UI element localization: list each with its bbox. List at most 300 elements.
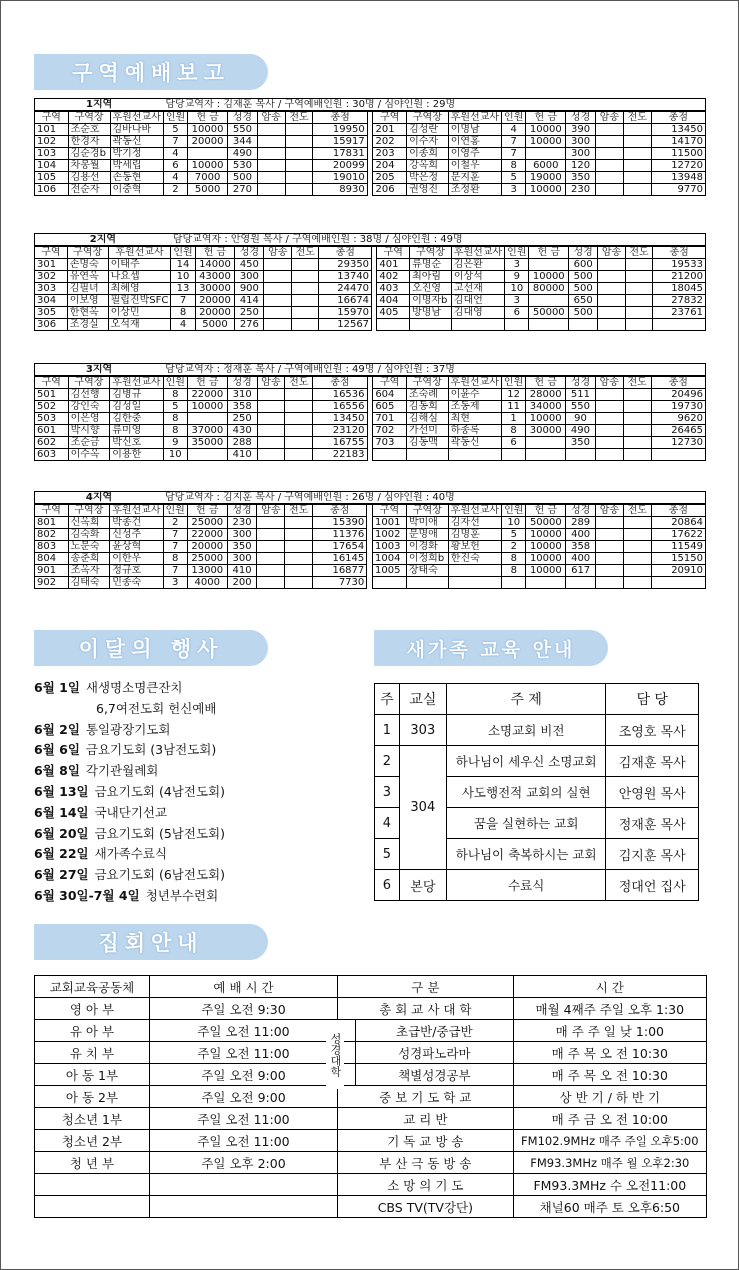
table-cell: 7 xyxy=(171,295,195,307)
table-cell: 500 xyxy=(569,271,598,283)
table-cell xyxy=(285,517,313,529)
table-cell: 11376 xyxy=(313,529,367,541)
table-cell: 12720 xyxy=(651,160,705,172)
table-cell: 500 xyxy=(569,307,598,319)
table-cell: 120 xyxy=(566,160,596,172)
table-cell: 43000 xyxy=(195,271,235,283)
meeting-when: 상 반 기 / 하 반 기 xyxy=(513,1086,706,1108)
table-cell: 410 xyxy=(227,565,257,577)
district-name: 2지역 xyxy=(35,234,171,247)
edu-no: 2 xyxy=(375,746,400,777)
meeting-category: 성경파노라마 xyxy=(398,1045,471,1061)
table-cell xyxy=(285,529,313,541)
table-cell xyxy=(257,425,285,437)
table-cell xyxy=(257,413,285,425)
table-cell xyxy=(285,136,313,148)
table-cell: 28000 xyxy=(526,389,566,401)
edu-header: 주 제 xyxy=(446,684,605,715)
edu-no: 6 xyxy=(375,870,400,901)
table-cell: 21200 xyxy=(653,271,706,283)
table-row xyxy=(35,413,706,425)
event-date: 6월 20일 xyxy=(34,825,89,841)
table-cell: 7 xyxy=(163,136,187,148)
table-cell: 김명훈 xyxy=(448,529,501,541)
column-header: 후원선교사 xyxy=(110,376,163,389)
table-cell: 26465 xyxy=(651,425,705,437)
table-cell: 하종록 xyxy=(448,425,501,437)
table-cell: 902 xyxy=(35,577,69,589)
table-cell: 이용한 xyxy=(110,449,163,461)
table-row xyxy=(35,295,706,307)
table-cell xyxy=(285,553,313,565)
table-cell: 18045 xyxy=(653,283,706,295)
table-cell: 90 xyxy=(566,413,596,425)
table-cell xyxy=(623,425,651,437)
table-cell xyxy=(285,425,313,437)
table-cell xyxy=(448,565,501,577)
table-row xyxy=(35,259,706,271)
meeting-dept: 영 아 부 xyxy=(35,998,150,1020)
table-cell xyxy=(187,413,227,425)
table-cell: 4 xyxy=(171,319,195,331)
table-cell: 490 xyxy=(566,425,596,437)
column-header: 헌 금 xyxy=(526,111,566,124)
table-cell: 9 xyxy=(505,271,529,283)
column-header: 전도 xyxy=(285,111,313,124)
table-cell xyxy=(625,295,653,307)
table-cell: 한경자 xyxy=(68,136,110,148)
table-cell: 23120 xyxy=(313,425,367,437)
table-cell: 701 xyxy=(373,413,407,425)
table-cell xyxy=(257,148,285,160)
table-cell: 이종희 xyxy=(407,148,449,160)
table-cell: 358 xyxy=(566,541,596,553)
table-cell: 30000 xyxy=(195,283,235,295)
table-cell: 15970 xyxy=(319,307,372,319)
meeting-time: 주일 오전 9:30 xyxy=(149,998,337,1020)
meeting-category: 총 회 교 사 대 학 xyxy=(338,998,514,1020)
event-text: 6,7여전도회 헌신예배 xyxy=(96,700,217,716)
table-cell xyxy=(291,271,319,283)
meeting-row xyxy=(35,1196,707,1218)
table-row xyxy=(35,136,706,148)
table-cell: 20496 xyxy=(651,389,705,401)
table-cell xyxy=(623,413,651,425)
table-cell xyxy=(596,565,624,577)
table-cell: 조순금 xyxy=(68,437,110,449)
table-cell: 이경화 xyxy=(406,541,448,553)
table-cell: 4 xyxy=(163,148,187,160)
event-text: 통일광장기도회 xyxy=(85,721,171,737)
table-cell xyxy=(264,271,292,283)
table-row xyxy=(35,437,706,449)
event-text: 새생명소명큰잔치 xyxy=(85,680,183,695)
table-cell: 13 xyxy=(171,283,195,295)
table-cell: 550 xyxy=(228,124,258,136)
column-header: 전도 xyxy=(291,246,319,259)
table-cell xyxy=(257,577,285,589)
table-cell xyxy=(285,184,313,196)
column-header: 총점 xyxy=(313,504,367,517)
event-date: 6월 27일 xyxy=(34,867,89,883)
edu-row xyxy=(375,870,699,901)
column-header: 총점 xyxy=(651,111,705,124)
table-cell: 16556 xyxy=(313,401,367,413)
column-header: 구역 xyxy=(373,504,407,517)
table-cell: 402 xyxy=(377,271,410,283)
meeting-category: 책별성경공부 xyxy=(398,1067,471,1083)
edu-header: 교실 xyxy=(399,684,446,715)
table-cell: 송춘희 xyxy=(68,553,110,565)
table-cell: 10000 xyxy=(529,271,569,283)
district-info: 담당교역자 : 안영원 목사 / 구역예배인원 : 38명 / 심야인원 : 49명 xyxy=(171,234,706,247)
table-cell xyxy=(526,577,566,589)
table-cell: 401 xyxy=(377,259,410,271)
table-cell: 6 xyxy=(505,307,529,319)
table-cell: 5000 xyxy=(188,184,228,196)
table-cell: 414 xyxy=(235,295,264,307)
table-cell xyxy=(257,541,285,553)
edu-row xyxy=(375,746,699,777)
table-cell: 19950 xyxy=(313,124,367,136)
column-header: 인원 xyxy=(171,246,195,259)
table-cell: 박은정 xyxy=(407,172,449,184)
table-cell xyxy=(595,184,623,196)
table-cell: 200 xyxy=(227,577,257,589)
table-cell: 206 xyxy=(373,184,407,196)
table-cell xyxy=(505,319,529,331)
district-info: 담당교역자 : 정재훈 목사 / 구역예배인원 : 49명 / 심야인원 : 37명 xyxy=(163,364,705,377)
column-header: 구역장 xyxy=(410,246,452,259)
table-cell: 3 xyxy=(163,577,187,589)
table-cell: 101 xyxy=(35,124,69,136)
table-cell xyxy=(406,449,448,461)
table-cell: 4 xyxy=(163,172,187,184)
table-cell xyxy=(257,160,285,172)
table-cell: 13740 xyxy=(319,271,372,283)
column-header: 성경 xyxy=(235,246,264,259)
column-header: 인원 xyxy=(501,376,525,389)
table-cell xyxy=(623,148,651,160)
column-header: 총점 xyxy=(653,246,706,259)
meeting-row xyxy=(35,1020,707,1042)
column-header: 암송 xyxy=(257,504,285,517)
meeting-time xyxy=(149,1196,337,1218)
table-cell xyxy=(598,319,626,331)
table-cell: 11549 xyxy=(651,541,705,553)
meeting-time: 주일 오후 2:00 xyxy=(149,1152,337,1174)
table-cell: 104 xyxy=(35,160,69,172)
edu-topic: 하나님이 세우신 소명교회 xyxy=(446,746,605,777)
table-cell: 박시향 xyxy=(68,425,110,437)
column-header: 성경 xyxy=(566,111,596,124)
table-cell: 14170 xyxy=(651,136,705,148)
edu-leader: 정대언 집사 xyxy=(606,870,699,901)
table-cell: 16674 xyxy=(319,295,372,307)
table-cell: 나요셉 xyxy=(108,271,171,283)
district-table xyxy=(34,363,706,461)
table-cell: 305 xyxy=(35,307,68,319)
table-cell xyxy=(623,124,651,136)
table-cell: 이철우 xyxy=(448,160,501,172)
table-cell: 이보영 xyxy=(67,295,108,307)
event-item xyxy=(34,678,225,699)
event-text: 새가족수료식 xyxy=(94,846,168,862)
meeting-row xyxy=(35,1064,707,1086)
table-row xyxy=(35,307,706,319)
event-item xyxy=(34,844,225,865)
column-header: 헌 금 xyxy=(195,246,235,259)
table-cell: 김용선 xyxy=(68,172,110,184)
table-cell: 500 xyxy=(228,172,258,184)
table-cell xyxy=(596,541,624,553)
event-date: 6월 6일 xyxy=(34,742,80,758)
table-cell: 37000 xyxy=(187,425,227,437)
table-cell xyxy=(598,307,626,319)
table-cell: 5 xyxy=(163,124,187,136)
table-cell: 430 xyxy=(227,425,257,437)
column-header: 인원 xyxy=(163,111,187,124)
table-cell: 27832 xyxy=(653,295,706,307)
table-cell: 정규호 xyxy=(110,565,163,577)
district-info: 담당교역자 : 김지훈 목사 / 구역예배인원 : 26명 / 심야인원 : 40명 xyxy=(163,492,705,505)
event-item xyxy=(34,803,225,824)
table-cell xyxy=(596,517,624,529)
event-text: 금요기도회 (4남전도회) xyxy=(94,783,225,799)
table-cell: 12730 xyxy=(651,437,705,449)
table-cell: 306 xyxy=(35,319,68,331)
table-cell: 20099 xyxy=(313,160,367,172)
table-cell: 조순호 xyxy=(68,124,110,136)
table-cell xyxy=(373,577,407,589)
table-cell: 강옥희 xyxy=(407,160,449,172)
table-cell: 유연옥 xyxy=(67,271,108,283)
column-header: 구역장 xyxy=(68,111,110,124)
table-cell: 490 xyxy=(228,148,258,160)
table-cell: 350 xyxy=(566,172,596,184)
table-cell: 최현 xyxy=(448,413,501,425)
table-cell: 20000 xyxy=(195,307,235,319)
column-header: 구역 xyxy=(35,111,69,124)
district-name: 4지역 xyxy=(35,492,164,505)
table-cell xyxy=(598,295,626,307)
table-cell: 류미영 xyxy=(110,425,163,437)
table-cell xyxy=(285,577,313,589)
table-cell: 7000 xyxy=(188,172,228,184)
table-cell xyxy=(595,413,623,425)
meeting-when: 매 주 목 오 전 10:30 xyxy=(513,1042,706,1064)
table-cell: 20910 xyxy=(651,565,705,577)
bible-college-vertical-label: 성경대학 xyxy=(326,1020,344,1089)
table-cell: 310 xyxy=(227,389,257,401)
edu-no: 3 xyxy=(375,777,400,808)
event-date: 6월 2일 xyxy=(34,721,80,737)
event-item xyxy=(34,865,225,886)
table-cell: 16877 xyxy=(313,565,367,577)
table-cell: 10000 xyxy=(526,124,566,136)
table-cell xyxy=(596,577,624,589)
table-cell xyxy=(187,449,227,461)
table-cell xyxy=(595,148,623,160)
table-cell: 289 xyxy=(566,517,596,529)
meeting-category: 교 리 반 xyxy=(338,1108,514,1130)
table-cell: 7 xyxy=(163,529,187,541)
table-cell: 350 xyxy=(227,541,257,553)
table-cell: 이상석 xyxy=(451,271,504,283)
column-header: 구역장 xyxy=(67,246,108,259)
event-item xyxy=(34,824,225,845)
event-date: 6월 8일 xyxy=(34,763,80,779)
meeting-time: 주일 오전 11:00 xyxy=(149,1020,337,1042)
table-cell xyxy=(285,437,313,449)
table-cell xyxy=(264,295,292,307)
table-cell xyxy=(569,319,598,331)
table-cell xyxy=(285,413,313,425)
table-cell: 신성주 xyxy=(110,529,163,541)
meeting-header: 시 간 xyxy=(513,976,706,998)
table-cell: 501 xyxy=(35,389,69,401)
edu-row xyxy=(375,715,699,746)
table-cell: 5 xyxy=(502,529,526,541)
table-cell: 김동맥 xyxy=(406,437,448,449)
table-cell: 노문숙 xyxy=(68,541,110,553)
table-cell: 8 xyxy=(501,425,525,437)
table-cell: 8 xyxy=(502,553,526,565)
table-cell: 23761 xyxy=(653,307,706,319)
table-cell: 605 xyxy=(373,401,407,413)
table-cell: 250 xyxy=(235,307,264,319)
table-cell: 10000 xyxy=(526,136,566,148)
meeting-when: 매 주 주 일 낮 1:00 xyxy=(513,1020,706,1042)
table-cell: 곽동신 xyxy=(110,136,163,148)
table-cell: 301 xyxy=(35,259,68,271)
table-cell: 500 xyxy=(569,283,598,295)
table-cell: 문명애 xyxy=(406,529,448,541)
table-cell: 김해심 xyxy=(406,413,448,425)
table-cell: 13450 xyxy=(651,124,705,136)
table-cell: 신옥희 xyxy=(68,517,110,529)
table-cell: 10000 xyxy=(526,565,566,577)
table-row xyxy=(35,124,706,136)
table-cell xyxy=(598,259,626,271)
table-cell: 장태숙 xyxy=(406,565,448,577)
column-header: 성경 xyxy=(228,111,258,124)
table-cell: 방명남 xyxy=(410,307,452,319)
meeting-when: FM93.3MHz 수 오전11:00 xyxy=(513,1174,706,1196)
table-cell: 손동현 xyxy=(110,172,163,184)
table-cell xyxy=(651,577,705,589)
column-header: 인원 xyxy=(163,376,187,389)
column-header: 총점 xyxy=(651,376,705,389)
edu-no: 4 xyxy=(375,808,400,839)
table-cell: 1002 xyxy=(373,529,407,541)
table-cell: 106 xyxy=(35,184,69,196)
column-header: 후원선교사 xyxy=(110,504,163,517)
table-cell xyxy=(529,295,569,307)
table-cell: 차봉월 xyxy=(68,160,110,172)
table-cell: 이윤수 xyxy=(448,389,501,401)
event-text: 청년부수련회 xyxy=(145,887,219,903)
table-row xyxy=(35,319,706,331)
column-header: 인원 xyxy=(505,246,529,259)
table-cell: 이연홍 xyxy=(448,136,501,148)
table-cell: 최혜영 xyxy=(108,283,171,295)
edu-topic: 수료식 xyxy=(446,870,605,901)
table-cell: 17654 xyxy=(313,541,367,553)
table-row xyxy=(35,401,706,413)
event-text: 금요기도회 (6남전도회) xyxy=(94,867,225,883)
table-cell xyxy=(595,124,623,136)
table-cell: 김은환 xyxy=(451,259,504,271)
column-header: 구역 xyxy=(35,246,68,259)
events-banner: 이달의 행사 xyxy=(34,630,268,666)
column-header: 성경 xyxy=(227,504,257,517)
meeting-row xyxy=(35,1086,707,1108)
table-cell: 이수옥 xyxy=(68,449,110,461)
table-cell: 550 xyxy=(566,401,596,413)
table-row xyxy=(35,271,706,283)
table-cell: 1001 xyxy=(373,517,407,529)
district-table xyxy=(34,491,706,589)
event-item xyxy=(34,699,225,720)
column-header: 암송 xyxy=(596,504,624,517)
table-cell: 한진숙 xyxy=(448,553,501,565)
meeting-dept: 아 동 1부 xyxy=(35,1064,150,1086)
table-cell: 25000 xyxy=(187,553,227,565)
table-cell: 3 xyxy=(505,259,529,271)
table-cell xyxy=(598,271,626,283)
column-header: 인원 xyxy=(163,504,187,517)
table-cell: 13450 xyxy=(313,413,367,425)
table-cell: 8 xyxy=(171,307,195,319)
column-header: 후원선교사 xyxy=(451,246,504,259)
table-cell xyxy=(625,259,653,271)
table-cell xyxy=(526,148,566,160)
edu-topic: 하나님이 축복하시는 교회 xyxy=(446,839,605,870)
table-cell xyxy=(623,136,651,148)
event-date: 6월 14일 xyxy=(34,804,89,820)
meeting-header: 예 배 시 간 xyxy=(149,976,337,998)
column-header: 성경 xyxy=(569,246,598,259)
table-cell xyxy=(651,449,705,461)
table-cell xyxy=(291,319,319,331)
table-cell: 403 xyxy=(377,283,410,295)
table-cell: 14000 xyxy=(195,259,235,271)
table-cell xyxy=(501,449,525,461)
table-cell xyxy=(625,283,653,295)
table-cell xyxy=(595,437,623,449)
table-cell: 류명순 xyxy=(410,259,452,271)
table-cell: 김대영 xyxy=(451,307,504,319)
table-cell: 901 xyxy=(35,565,69,577)
table-cell xyxy=(566,577,596,589)
table-cell: 202 xyxy=(373,136,407,148)
table-cell xyxy=(625,319,653,331)
table-cell: 8 xyxy=(163,413,187,425)
table-cell: 12 xyxy=(501,389,525,401)
edu-no: 1 xyxy=(375,715,400,746)
edu-topic: 꿈을 실현하는 교회 xyxy=(446,808,605,839)
table-cell: 13948 xyxy=(651,172,705,184)
table-cell: 300 xyxy=(227,553,257,565)
event-text: 각기관월례회 xyxy=(85,763,159,779)
edu-leader: 안영원 목사 xyxy=(606,777,699,808)
column-header: 후원선교사 xyxy=(448,504,501,517)
table-cell: 8 xyxy=(163,553,187,565)
table-cell: 390 xyxy=(566,124,596,136)
table-cell xyxy=(264,259,292,271)
table-cell: 11500 xyxy=(651,148,705,160)
